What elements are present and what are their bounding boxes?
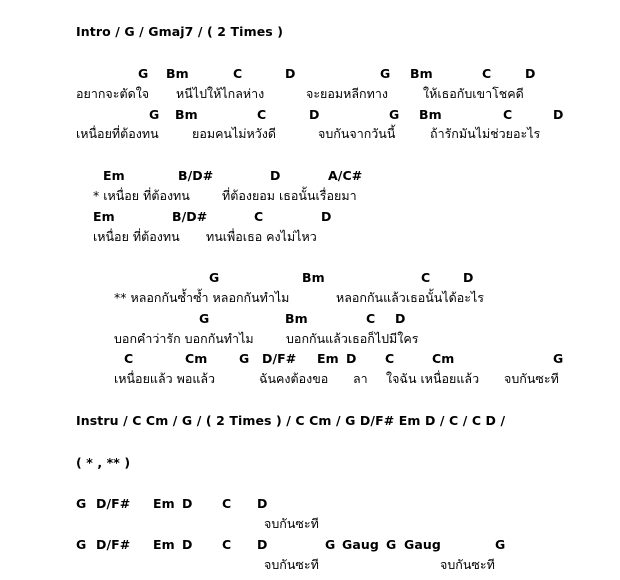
chord: D <box>270 168 281 183</box>
chord: C <box>254 209 264 224</box>
chord: C <box>503 107 513 122</box>
chord: Bm <box>166 66 189 81</box>
chord: G <box>199 311 210 326</box>
repeat-marker: ( * , ** ) <box>76 455 131 470</box>
chord: G <box>209 270 220 285</box>
chord: D <box>309 107 320 122</box>
chord: D <box>182 537 193 552</box>
chord: Em <box>93 209 115 224</box>
chord: Cm <box>185 351 208 366</box>
chord: G <box>239 351 250 366</box>
lyric-phrase: ฉันคงต้องขอ <box>259 371 329 386</box>
chord: G <box>76 496 87 511</box>
chord: G <box>325 537 336 552</box>
chord: Gaug <box>404 537 441 552</box>
chord: G <box>495 537 506 552</box>
chord: G <box>389 107 400 122</box>
chord: D <box>346 351 357 366</box>
lyric-phrase: จบกันซะที <box>264 516 319 531</box>
chord: C <box>385 351 395 366</box>
chord: Em <box>317 351 339 366</box>
lyric-phrase: ยอมคนไม่หวังดี <box>192 126 276 141</box>
lyric-phrase: จบกันซะที <box>264 557 319 572</box>
chord: Em <box>153 496 175 511</box>
chord: C <box>233 66 243 81</box>
chord: G <box>553 351 564 366</box>
chord: C <box>421 270 431 285</box>
chord: G <box>386 537 397 552</box>
chord: G <box>380 66 391 81</box>
chord: D <box>395 311 406 326</box>
lyric-phrase: ให้เธอกับเขาโชคดี <box>423 86 524 101</box>
lyric-phrase: ถ้ารักมันไม่ช่วยอะไร <box>430 126 541 141</box>
chord: D <box>321 209 332 224</box>
lyric-phrase: เหนื่อยแล้ว พอแล้ว <box>114 371 216 386</box>
lyric-phrase: หลอกกันแล้วเธอนั้นได้อะไร <box>336 290 484 305</box>
lyric-phrase: จะยอมหลีกทาง <box>306 86 388 101</box>
lyric-phrase: * เหนื่อย ที่ต้องทน <box>93 188 190 203</box>
chord: Bm <box>419 107 442 122</box>
chord: G <box>76 537 87 552</box>
chord: D <box>257 496 268 511</box>
chord: D/F# <box>96 537 131 552</box>
lyric-phrase: จบกันซะที <box>440 557 495 572</box>
chord: C <box>124 351 134 366</box>
lyric-phrase: บอกคำว่ารัก บอกกันทำไม <box>114 331 254 346</box>
chord: Bm <box>302 270 325 285</box>
chord: Bm <box>285 311 308 326</box>
chord: B/D# <box>178 168 214 183</box>
lyric-phrase: จบกันจากวันนี้ <box>318 126 396 141</box>
chord: C <box>222 496 232 511</box>
chord: D <box>257 537 268 552</box>
chord: D <box>182 496 193 511</box>
chord: D <box>463 270 474 285</box>
lyric-phrase: เหนื่อยที่ต้องทน <box>76 126 159 141</box>
chord: B/D# <box>172 209 208 224</box>
lyric-phrase: ที่ต้องยอม เธอนั้นเรื่อยมา <box>222 188 357 203</box>
chord: Bm <box>175 107 198 122</box>
chord: Bm <box>410 66 433 81</box>
chord: D <box>553 107 564 122</box>
chord: A/C# <box>328 168 363 183</box>
lyric-phrase: อยากจะตัดใจ <box>76 86 150 101</box>
chord: D <box>285 66 296 81</box>
chord: D <box>525 66 536 81</box>
chord: C <box>366 311 376 326</box>
lyric-phrase: บอกกันแล้วเธอก็ไปมีใคร <box>286 331 419 346</box>
chord: Em <box>103 168 125 183</box>
chord: Em <box>153 537 175 552</box>
chord: D/F# <box>96 496 131 511</box>
chord: C <box>222 537 232 552</box>
chord: C <box>482 66 492 81</box>
lyric-phrase: หนีไปให้ไกลห่าง <box>176 86 265 101</box>
lyric-phrase: ใจฉัน เหนื่อยแล้ว <box>386 371 480 386</box>
lyric-phrase: ** หลอกกันซ้ำซ้ำ หลอกกันทำไม <box>114 290 290 305</box>
lyric-phrase: จบกันซะที <box>504 371 559 386</box>
chord: Cm <box>432 351 455 366</box>
chord: Gaug <box>342 537 379 552</box>
chord: G <box>149 107 160 122</box>
lyric-phrase: เหนื่อย ที่ต้องทน <box>93 229 180 244</box>
lyric-phrase: ทนเพื่อเธอ คงไม่ไหว <box>206 229 317 244</box>
chord: D/F# <box>262 351 297 366</box>
instrumental-section: Instru / C Cm / G / ( 2 Times ) / C Cm / G D/F# Em D / C / C D / <box>76 413 506 428</box>
lyric-phrase: ลา <box>353 371 368 386</box>
chord: G <box>138 66 149 81</box>
intro-section: Intro / G / Gmaj7 / ( 2 Times ) <box>76 24 284 39</box>
chord: C <box>257 107 267 122</box>
